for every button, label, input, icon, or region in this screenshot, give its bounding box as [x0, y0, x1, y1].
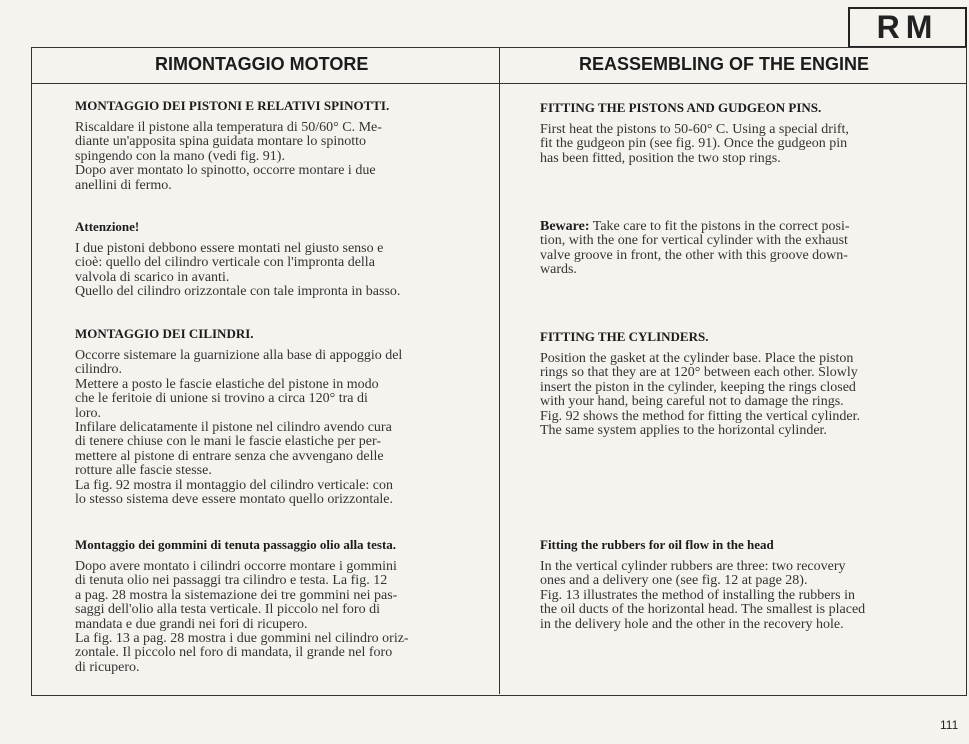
section-heading: MONTAGGIO DEI PISTONI E RELATIVI SPINOTTI.: [75, 98, 390, 113]
section-heading: Attenzione!: [75, 219, 140, 234]
section-heading: FITTING THE CYLINDERS.: [540, 329, 709, 344]
section-body: [540, 123, 928, 166]
text-line: rotture alle fascie stesse.: [75, 463, 212, 479]
text-line: rings so that they are at 120° between each other. Slowly: [540, 365, 858, 381]
text-line: Dopo avere montato i cilindri occorre montare i gommini: [75, 559, 397, 574]
text-line: fit the gudgeon pin (see fig. 91). Once the gudgeon pin: [540, 136, 848, 152]
text-line: Position the gasket at the cylinder base. Place the piston: [540, 351, 854, 366]
text-line: [540, 220, 928, 234]
text-line: cilindro.: [75, 362, 123, 378]
text-line: valvola di scarico in avanti.: [75, 269, 230, 285]
section-code-badge: RM: [848, 7, 967, 48]
section-body: [75, 121, 459, 193]
text-line: Quello del cilindro orizzontale con tale impronta in basso.: [75, 284, 401, 300]
section-rubbers: [540, 537, 928, 632]
text-line: wards.: [540, 262, 577, 278]
text-line: mettere al pistone di entrare senza che avvengano delle: [75, 448, 384, 464]
section-body: [540, 560, 928, 632]
section-heading: MONTAGGIO DEI CILINDRI.: [75, 326, 254, 341]
text-line: ones and a delivery one (see fig. 12 at page 28).: [540, 573, 808, 589]
text-line: di tenere chiuse con le mani le fascie elastiche per per-: [75, 434, 382, 450]
text-line: with your hand, being careful not to damage the rings.: [540, 394, 844, 410]
text-line: tion, with the one for vertical cylinder with the exhaust: [540, 233, 848, 249]
section-body: [75, 560, 459, 675]
text-line: First heat the pistons to 50-60° C. Using a special drift,: [540, 122, 849, 137]
section-pistons-it: [75, 98, 459, 193]
text-line: a pag. 28 mostra la sistemazione dei tre gommini nei pas-: [75, 587, 398, 603]
text-line: Fig. 92 shows the method for fitting the vertical cylinder.: [540, 408, 860, 424]
section-heading: Fitting the rubbers for oil flow in the head: [540, 537, 774, 552]
text-line: di ricupero.: [75, 659, 140, 675]
text-line: cioè: quello del cilindro verticale con l'impronta della: [75, 255, 375, 271]
right-column-title: REASSEMBLING OF THE ENGINE: [579, 54, 870, 74]
section-attenzione: [75, 219, 459, 300]
section-body: [540, 352, 928, 438]
section-heading: FITTING THE PISTONS AND GUDGEON PINS.: [540, 100, 822, 115]
text-line: Occorre sistemare la guarnizione alla base di appoggio del: [75, 348, 403, 363]
page-number: 111: [940, 718, 959, 732]
text-fragment: Take care to fit the pistons in the correct posi-: [589, 219, 850, 234]
text-line: Dopo aver montato lo spinotto, occorre montare i due: [75, 163, 376, 179]
column-divider: [499, 47, 500, 694]
text-line: lo stesso sistema deve essere montato quello orizzontale.: [75, 492, 394, 508]
text-line: zontale. Il piccolo nel foro di mandata, il grande nel foro: [75, 645, 393, 661]
text-line: In the vertical cylinder rubbers are three: two recovery: [540, 559, 846, 574]
text-line: Fig. 13 illustrates the method of installing the rubbers in: [540, 587, 855, 603]
text-line: spingendo con la mano (vedi fig. 91).: [75, 148, 285, 164]
text-line: Riscaldare il pistone alla temperatura di 50/60° C. Me-: [75, 120, 382, 135]
text-line: La fig. 13 a pag. 28 mostra i due gommini nel cilindro oriz-: [75, 631, 409, 647]
text-line: Infilare delicatamente il pistone nel cilindro avendo cura: [75, 420, 392, 436]
text-line: Mettere a posto le fascie elastiche del pistone in modo: [75, 376, 379, 392]
section-body: [75, 242, 459, 300]
text-line: insert the piston in the cylinder, keeping the rings closed: [540, 379, 856, 395]
text-line: has been fitted, position the two stop rings.: [540, 150, 781, 166]
text-line: The same system applies to the horizontal cylinder.: [540, 423, 827, 439]
text-line: che le feritoie di unione si trovino a circa 120° tra di: [75, 391, 368, 407]
left-column-title: RIMONTAGGIO MOTORE: [155, 54, 369, 74]
section-body: [75, 349, 459, 507]
text-line: diante un'apposita spina guidata montare lo spinotto: [75, 134, 367, 150]
text-line: La fig. 92 mostra il montaggio del cilindro verticale: con: [75, 477, 394, 493]
section-gommini: [75, 537, 459, 675]
text-line: valve groove in front, the other with this groove down-: [540, 247, 848, 263]
text-line: anellini di fermo.: [75, 177, 172, 193]
text-line: saggi dell'olio alla testa verticale. Il piccolo nel foro di: [75, 602, 380, 618]
text-line: loro.: [75, 405, 102, 421]
text-line: in the delivery hole and the other in the recovery hole.: [540, 616, 844, 632]
section-beware: [540, 220, 928, 278]
text-line: I due pistoni debbono essere montati nel giusto senso e: [75, 241, 384, 256]
section-heading: Montaggio dei gommini di tenuta passaggio olio alla testa.: [75, 537, 397, 552]
beware-lead: Beware:: [540, 219, 590, 234]
section-cilindri: [75, 326, 459, 507]
text-line: mandata e due grandi nei fori di ricupero.: [75, 616, 308, 632]
section-body: [540, 220, 928, 278]
section-pistons-en: [540, 100, 928, 166]
text-line: di tenuta olio nei passaggi tra cilindro e testa. La fig. 12: [75, 573, 388, 589]
section-cylinders: [540, 329, 928, 438]
text-line: the oil ducts of the horizontal head. The smallest is placed: [540, 602, 866, 618]
